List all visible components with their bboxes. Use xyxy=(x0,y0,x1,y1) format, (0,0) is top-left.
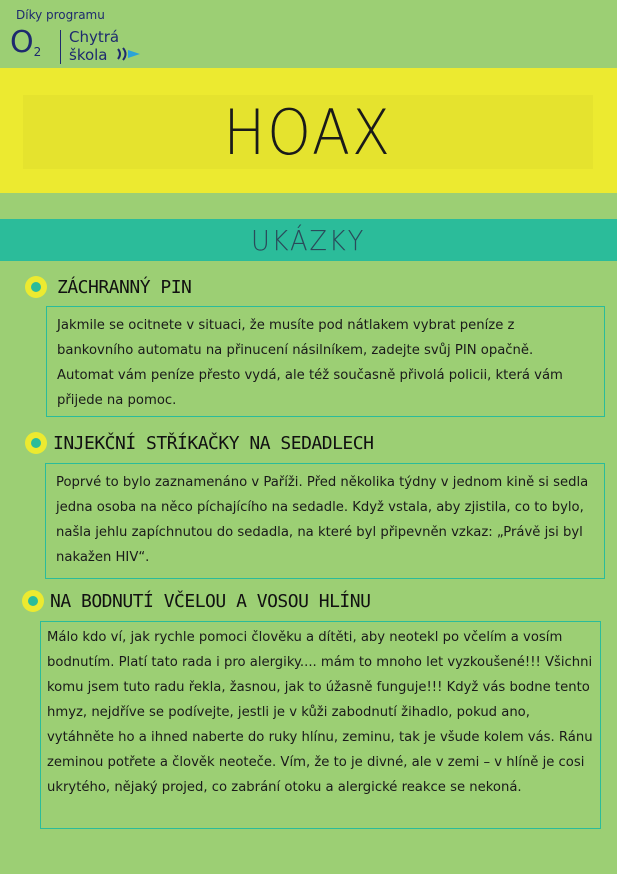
item-text: Málo kdo ví, jak rychle pomoci člověku a dítěti, aby neotekl po včelím a vosím bodnutím. Platí tato rada i pro alergiky.... mám to mnoho let vyzkoušené!!! Všichni komu jsem tuto radu řekla, žasnou, jak to úžasně funguje!!! Když vás bodne tento hmyz, nejdříve se podívejte, jestli je v kůži zabodnutí žihadlo, pokud ano, vytáhněte ho a ihned naberte do ruky hlínu, zeminu, tak je všude kolem vás. Ránu zeminou potřete a člověk neoteče. Vím, že to je divné, ale v zemi – v hlíně je cosi ukrytého, nějaký projed, co zabrání otoku a alergické reakce se nekoná. xyxy=(47,630,593,795)
o2-subscript: 2 xyxy=(33,45,42,59)
item-text-box-2 xyxy=(45,463,605,579)
o2-chytra-skola-logo xyxy=(10,8,150,66)
bullet-icon xyxy=(25,432,47,454)
item-text-box-3 xyxy=(40,621,601,829)
logo-program-line2: škola xyxy=(69,46,108,64)
bullet-icon xyxy=(25,276,47,298)
title-panel xyxy=(23,95,593,169)
o2-logo-mark xyxy=(10,25,42,63)
logo-program-name xyxy=(69,28,119,64)
item-title: NA BODNUTÍ VČELOU A VOSOU HLÍNU xyxy=(50,590,371,612)
wave-icon xyxy=(116,47,142,61)
logo-program-line1: Chytrá xyxy=(69,28,120,46)
section-band xyxy=(0,219,617,261)
section-heading: UKÁZKY xyxy=(251,223,366,257)
title-band xyxy=(0,68,617,193)
page-title: HOAX xyxy=(223,95,393,169)
item-heading-2 xyxy=(25,432,373,454)
o2-letter: O xyxy=(10,25,34,60)
item-text-box-1 xyxy=(46,306,605,417)
item-title: INJEKČNÍ STŘÍKAČKY NA SEDADLECH xyxy=(53,432,374,454)
bullet-icon xyxy=(22,590,44,612)
logo-thanks-text: Díky programu xyxy=(16,8,105,22)
item-text: Jakmile se ocitnete v situaci, že musíte pod nátlakem vybrat peníze z bankovního automatu na přinucení násilníkem, zadejte svůj PIN opačně. Automat vám peníze přesto vydá, ale též současně přivolá policii, která vám přijede na pomoc. xyxy=(57,318,563,408)
logo-divider xyxy=(60,30,61,64)
item-title: ZÁCHRANNÝ PIN xyxy=(57,276,192,298)
item-heading-3 xyxy=(22,590,370,612)
item-text: Poprvé to bylo zaznamenáno v Paříži. Před několika týdny v jednom kině si sedla jedna osoba na něco píchajícího na sedadle. Když vstala, aby zjistila, co to bylo, našla jehlu zapíchnutou do sedadla, na které byl připevněn vzkaz: „Právě jsi byl nakažen HIV“. xyxy=(56,475,589,565)
item-heading-1 xyxy=(25,276,191,298)
